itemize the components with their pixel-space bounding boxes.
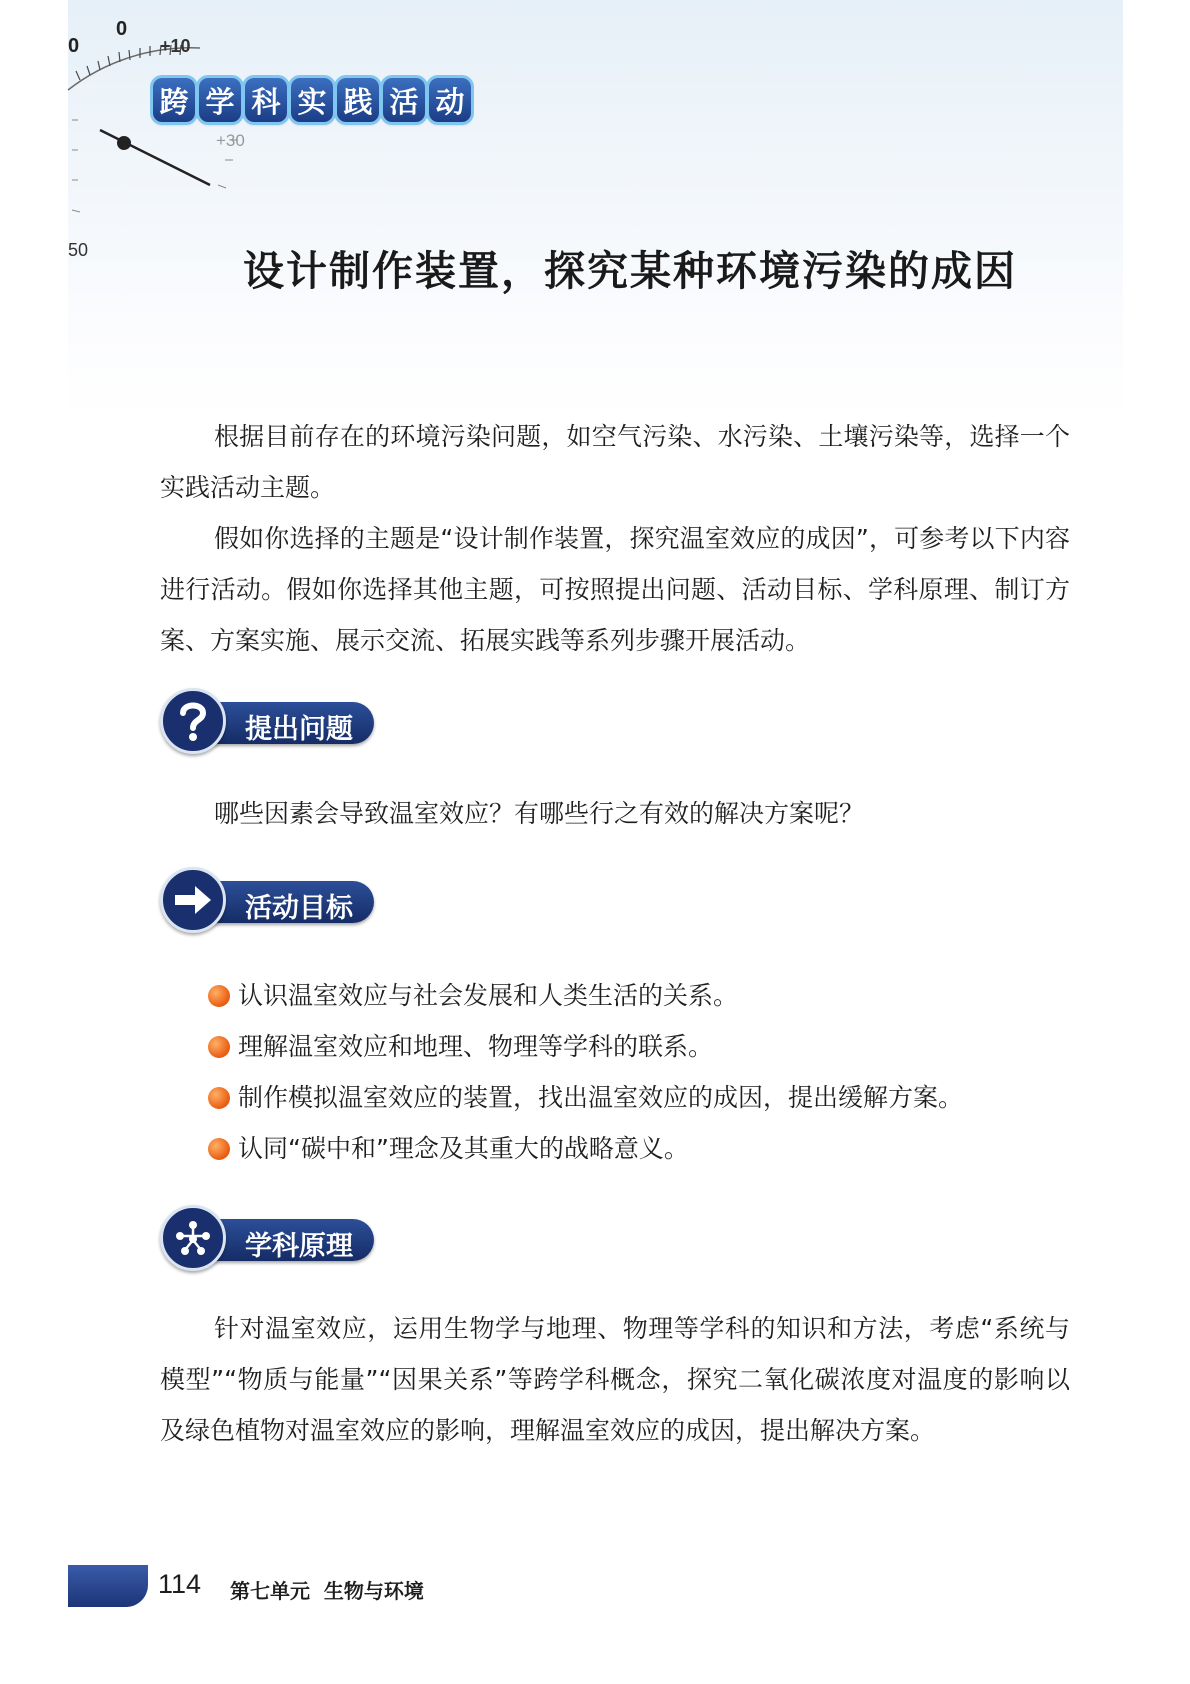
intro-paragraph-1: 根据目前存在的环境污染问题，如空气污染、水污染、土壤污染等，选择一个实践活动主题。 xyxy=(160,422,1070,502)
network-icon xyxy=(160,1205,226,1271)
section-label: 活动目标 xyxy=(245,893,353,924)
arrow-right-icon xyxy=(160,867,226,933)
bullet-dot-icon xyxy=(208,985,230,1007)
question-text: 哪些因素会导致温室效应？有哪些行之有效的解决方案呢？ xyxy=(214,799,865,828)
page-number: 114 xyxy=(158,1569,202,1599)
gauge-label-plus10: +10 xyxy=(160,36,191,56)
badge-char: 践 xyxy=(337,78,379,122)
cross-discipline-practice-badge xyxy=(153,78,471,122)
list-item: 制作模拟温室效应的装置，找出温室效应的成因，提出缓解方案。 xyxy=(208,1072,963,1123)
intro-paragraph-2: 假如你选择的主题是“设计制作装置，探究温室效应的成因”，可参考以下内容进行活动。假如你选择其他主题，可按照提出问题、活动目标、学科原理、制订方案、方案实施、展示交流、拓展实践等系列步骤开展活动。 xyxy=(160,524,1070,655)
gauge-label-plus30: +30 xyxy=(216,131,245,150)
badge-char: 学 xyxy=(199,78,241,122)
bullet-dot-icon xyxy=(208,1138,230,1160)
list-item: 认识温室效应与社会发展和人类生活的关系。 xyxy=(208,970,963,1021)
gauge-label-minus50: 50 xyxy=(68,240,89,260)
bullet-dot-icon xyxy=(208,1036,230,1058)
badge-char: 科 xyxy=(245,78,287,122)
page-footer-bar xyxy=(68,1565,148,1607)
section-label: 学科原理 xyxy=(245,1231,353,1262)
badge-char: 跨 xyxy=(153,78,195,122)
badge-char: 活 xyxy=(383,78,425,122)
list-item: 理解温室效应和地理、物理等学科的联系。 xyxy=(208,1021,963,1072)
badge-char: 动 xyxy=(429,78,471,122)
chapter-title: 第七单元 生物与环境 xyxy=(230,1579,424,1603)
list-item: 认同“碳中和”理念及其重大的战略意义。 xyxy=(208,1123,963,1174)
gauge-label-zero-b: 0 xyxy=(116,18,128,40)
principles-text: 针对温室效应，运用生物学与地理、物理等学科的知识和方法，考虑“系统与模型”“物质与能量”“因果关系”等跨学科概念，探究二氧化碳浓度对温度的影响以及绿色植物对温室效应的影响，理解温室效应的成因，提出解决方案。 xyxy=(160,1314,1070,1445)
section-label: 提出问题 xyxy=(245,714,353,745)
gauge-label-zero-a: 0 xyxy=(68,35,80,57)
page-title: 设计制作装置，探究某种环境污染的成因 xyxy=(243,247,1017,295)
activity-goals-list xyxy=(208,970,963,1174)
section-header-principles xyxy=(160,1205,390,1275)
section-header-goals xyxy=(160,867,390,937)
question-icon xyxy=(160,688,226,754)
bullet-dot-icon xyxy=(208,1087,230,1109)
badge-char: 实 xyxy=(291,78,333,122)
section-header-question xyxy=(160,688,390,758)
